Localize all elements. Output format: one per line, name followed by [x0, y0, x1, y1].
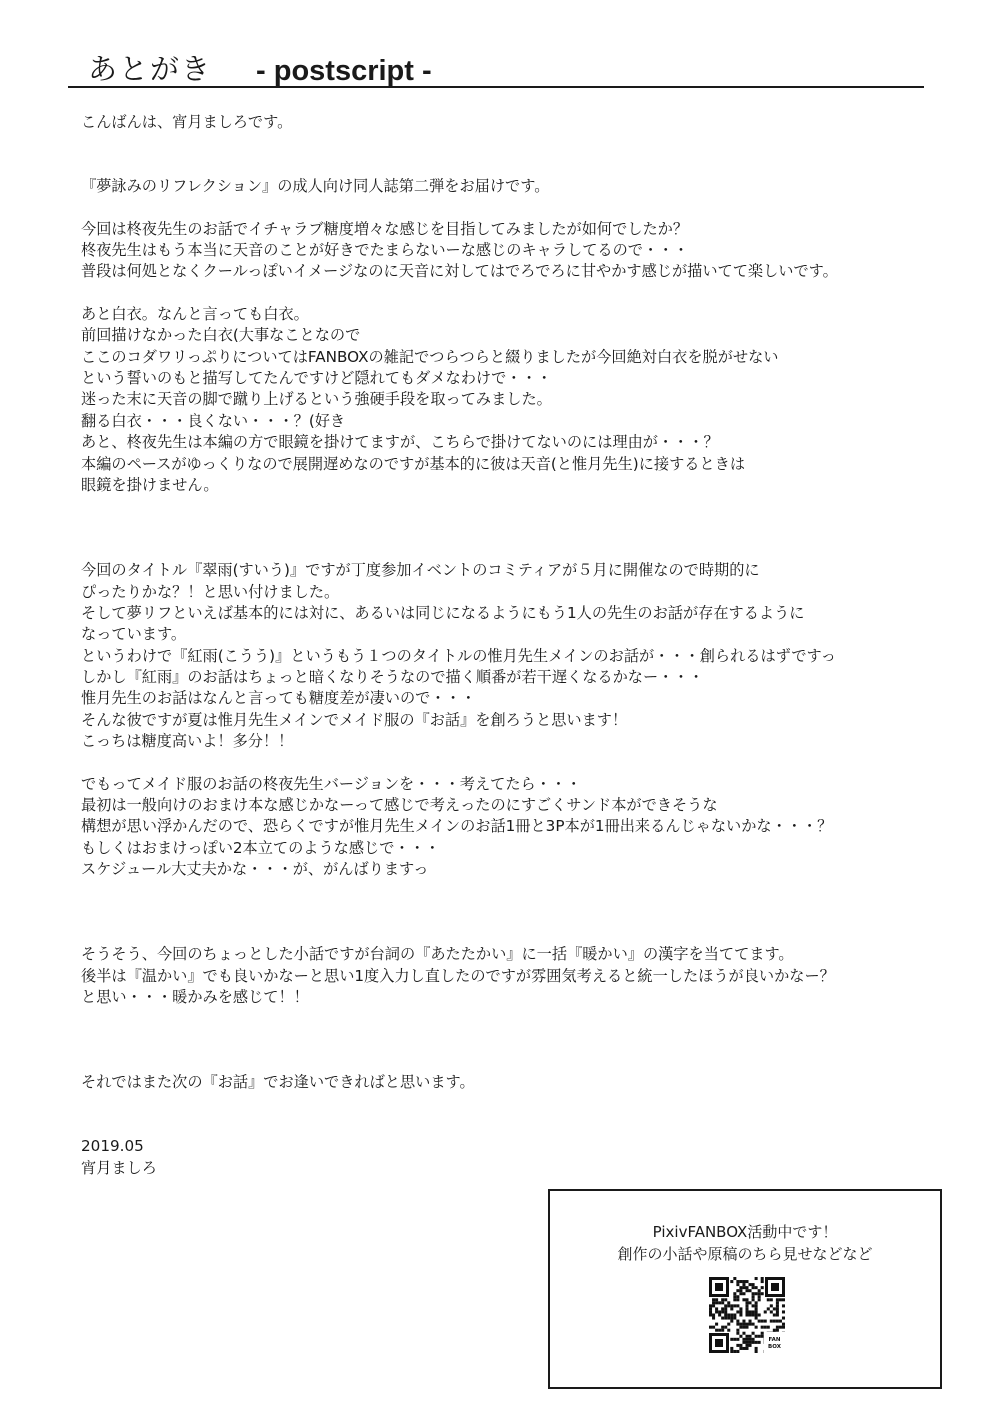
text-line: 惟月先生のお話はなんと言っても糖度差が凄いので・・・ — [81, 689, 476, 708]
text-line: 眼鏡を掛けません。 — [81, 475, 219, 494]
text-line: 今回のタイトル『翠雨(すいう)』ですが丁度参加イベントのコミティアが５月に開催なので時期的に — [81, 561, 760, 580]
text-line: 構想が思い浮かんだので、恐らくですが惟月先生メインのお話1冊と3P本が1冊出来るんじゃないかな・・・？ — [81, 817, 833, 836]
svg-text:BOX: BOX — [768, 1344, 781, 1350]
text-line: そんな彼ですが夏は惟月先生メインでメイド服の『お話』を創ろうと思います！ — [81, 710, 628, 729]
text-line: こっちは糖度高いよ！多分！！ — [81, 731, 294, 750]
fanbox-heading: PixivFANBOX活動中です！ — [652, 1223, 838, 1241]
date-line: 2019.05 — [81, 1137, 144, 1156]
text-line: 翻る白衣・・・良くない・・・？(好き — [81, 411, 346, 430]
text-line: でもってメイド服のお話の柊夜先生バージョンを・・・考えてたら・・・ — [81, 774, 582, 793]
author-signature: 宵月ましろ — [81, 1158, 157, 1177]
text-line: 迷った末に天音の脚で蹴り上げるという強硬手段を取ってみました。 — [81, 390, 552, 409]
text-line: そうそう、今回のちょっとした小話ですが台詞の『あたたかい』に一括『暖かい』の漢字を当ててます。 — [81, 945, 794, 964]
fanbox-promo-box — [548, 1189, 942, 1389]
text-line: あと、柊夜先生は本編の方で眼鏡を掛けてますが、こちらで掛けてないのには理由が・・・？ — [81, 433, 719, 452]
text-line: そして夢リフといえば基本的には対に、あるいは同じになるようにもう1人の先生のお話が存在するように — [81, 603, 805, 622]
page-subtitle: - postscript - — [256, 55, 432, 87]
svg-text:FAN: FAN — [768, 1337, 781, 1343]
text-line: 普段は何処となくクールっぽいイメージなのに天音に対してはでろでろに甘やかす感じが描いてて楽しいです。 — [81, 262, 838, 281]
fanbox-subheading: 創作の小話や原稿のちら見せなどなど — [617, 1245, 873, 1263]
page-header — [88, 44, 432, 88]
text-line: 柊夜先生はもう本当に天音のことが好きでたまらないーな感じのキャラしてるので・・・ — [81, 241, 689, 260]
text-line: なっています。 — [81, 625, 187, 644]
postscript-body — [81, 112, 951, 1179]
text-line: ここのコダワリっぷりについてはFANBOXの雑記でつらつらと綴りましたが今回絶対白衣を脱がせない — [81, 347, 779, 366]
text-line: しかし『紅雨』のお話はちょっと暗くなりそうなので描く順番が若干遅くなるかなー・・・ — [81, 667, 704, 686]
text-line: ぴったりかな？！と思い付けました。 — [81, 582, 340, 601]
text-line: というわけで『紅雨(こうう)』というもう１つのタイトルの惟月先生メインのお話が・・・創られるはずですっ — [81, 646, 836, 665]
text-line: 本編のペースがゆっくりなので展開遅めなのですが基本的に彼は天音(と惟月先生)に接するときは — [81, 454, 746, 473]
text-line: それではまた次の『お話』でお逢いできればと思います。 — [81, 1073, 475, 1092]
text-line: 最初は一般向けのおまけ本な感じかなーって感じで考えったのにすごくサンド本ができそうな — [81, 795, 718, 814]
title-divider — [68, 86, 924, 88]
text-line: 今回は柊夜先生のお話でイチャラブ糖度増々な感じを目指してみましたが如何でしたか？ — [81, 219, 689, 238]
text-line: こんばんは、宵月ましろです。 — [81, 113, 293, 131]
text-line: 前回描けなかった白衣(大事なことなので — [81, 326, 361, 345]
text-line: と思い・・・暖かみを感じて！！ — [81, 988, 309, 1007]
text-line: スケジュール大丈夫かな・・・が、がんばりますっ — [81, 860, 429, 878]
text-line: あと白衣。なんと言っても白衣。 — [81, 305, 309, 324]
text-line: 『夢詠みのリフレクション』の成人向け同人誌第二弾をお届けです。 — [81, 177, 550, 196]
text-line: という誓いのもと描写してたんですけど隠れてもダメなわけで・・・ — [81, 369, 552, 388]
page-title: あとがき — [88, 52, 213, 86]
text-line: 後半は『温かい』でも良いかなーと思い1度入力し直したのですが雰囲気考えると統一したほうが良いかなー？ — [81, 966, 835, 985]
text-line: もしくはおまけっぽい2本立てのような感じで・・・ — [81, 838, 440, 857]
qr-code-icon[interactable] — [709, 1277, 785, 1353]
